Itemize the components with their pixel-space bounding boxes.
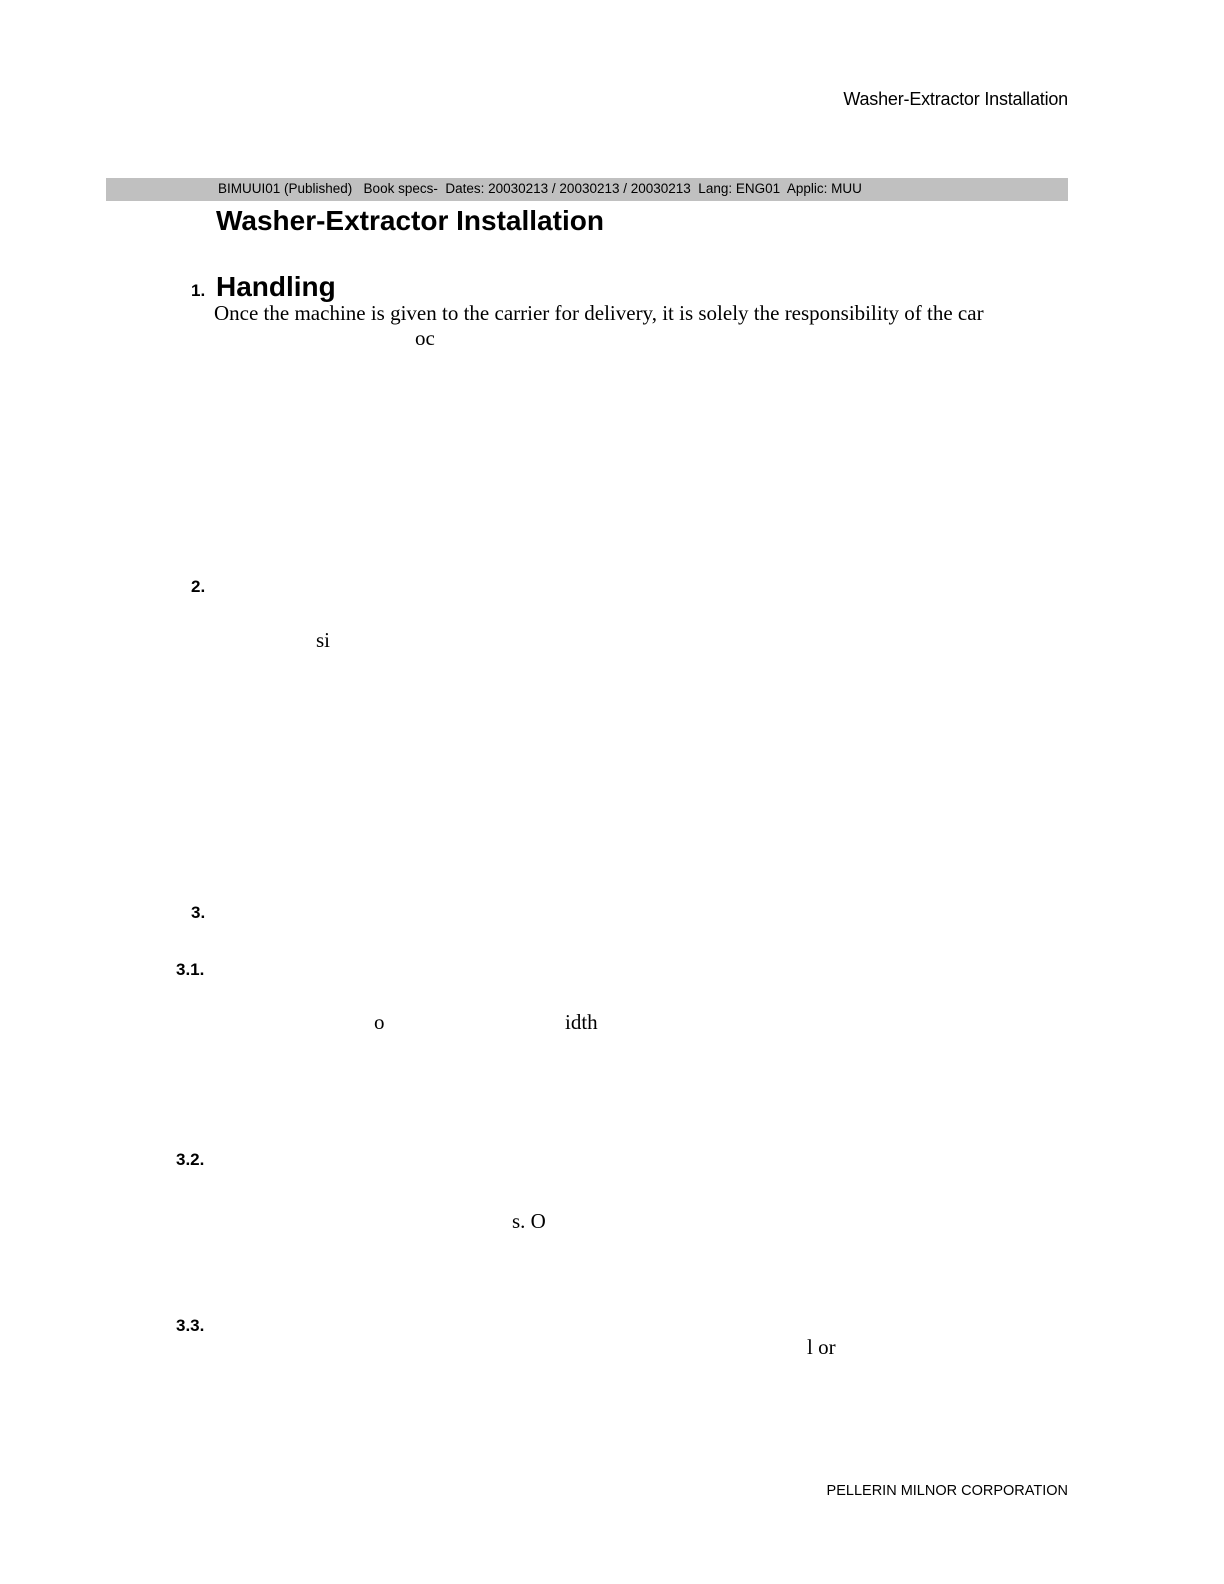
section-2-text-fragment: si — [316, 628, 331, 652]
document-meta-bar — [106, 178, 1068, 201]
section-3-1-text-fragment-b: idth — [565, 1010, 598, 1034]
running-header: Washer-Extractor Installation — [843, 89, 1068, 109]
section-3-1-text-fragment-a: o — [374, 1010, 385, 1034]
section-3-2-number: 3.2. — [176, 1150, 205, 1169]
section-2-number: 2. — [191, 577, 206, 596]
document-meta-text: BIMUUI01 (Published) Book specs- Dates: 20030213 / 20030213 / 20030213 Lang: ENG01 Applic: MUU — [218, 181, 862, 196]
section-1-paragraph-line: Once the machine is given to the carrier for delivery, it is solely the responsibility of the car — [214, 301, 984, 325]
section-3-3-number: 3.3. — [176, 1316, 205, 1335]
section-3-1-number: 3.1. — [176, 960, 205, 979]
section-1-title: Handling — [216, 271, 336, 302]
section-3-3-text-fragment: l or — [807, 1335, 836, 1359]
document-title: Washer-Extractor Installation — [216, 205, 604, 236]
section-3-number: 3. — [191, 903, 206, 922]
section-1-text-fragment: oc — [415, 326, 435, 350]
footer-company-name: PELLERIN MILNOR CORPORATION — [826, 1483, 1068, 1499]
section-3-2-text-fragment: s. O — [512, 1209, 546, 1233]
section-1-number: 1. — [191, 281, 206, 300]
